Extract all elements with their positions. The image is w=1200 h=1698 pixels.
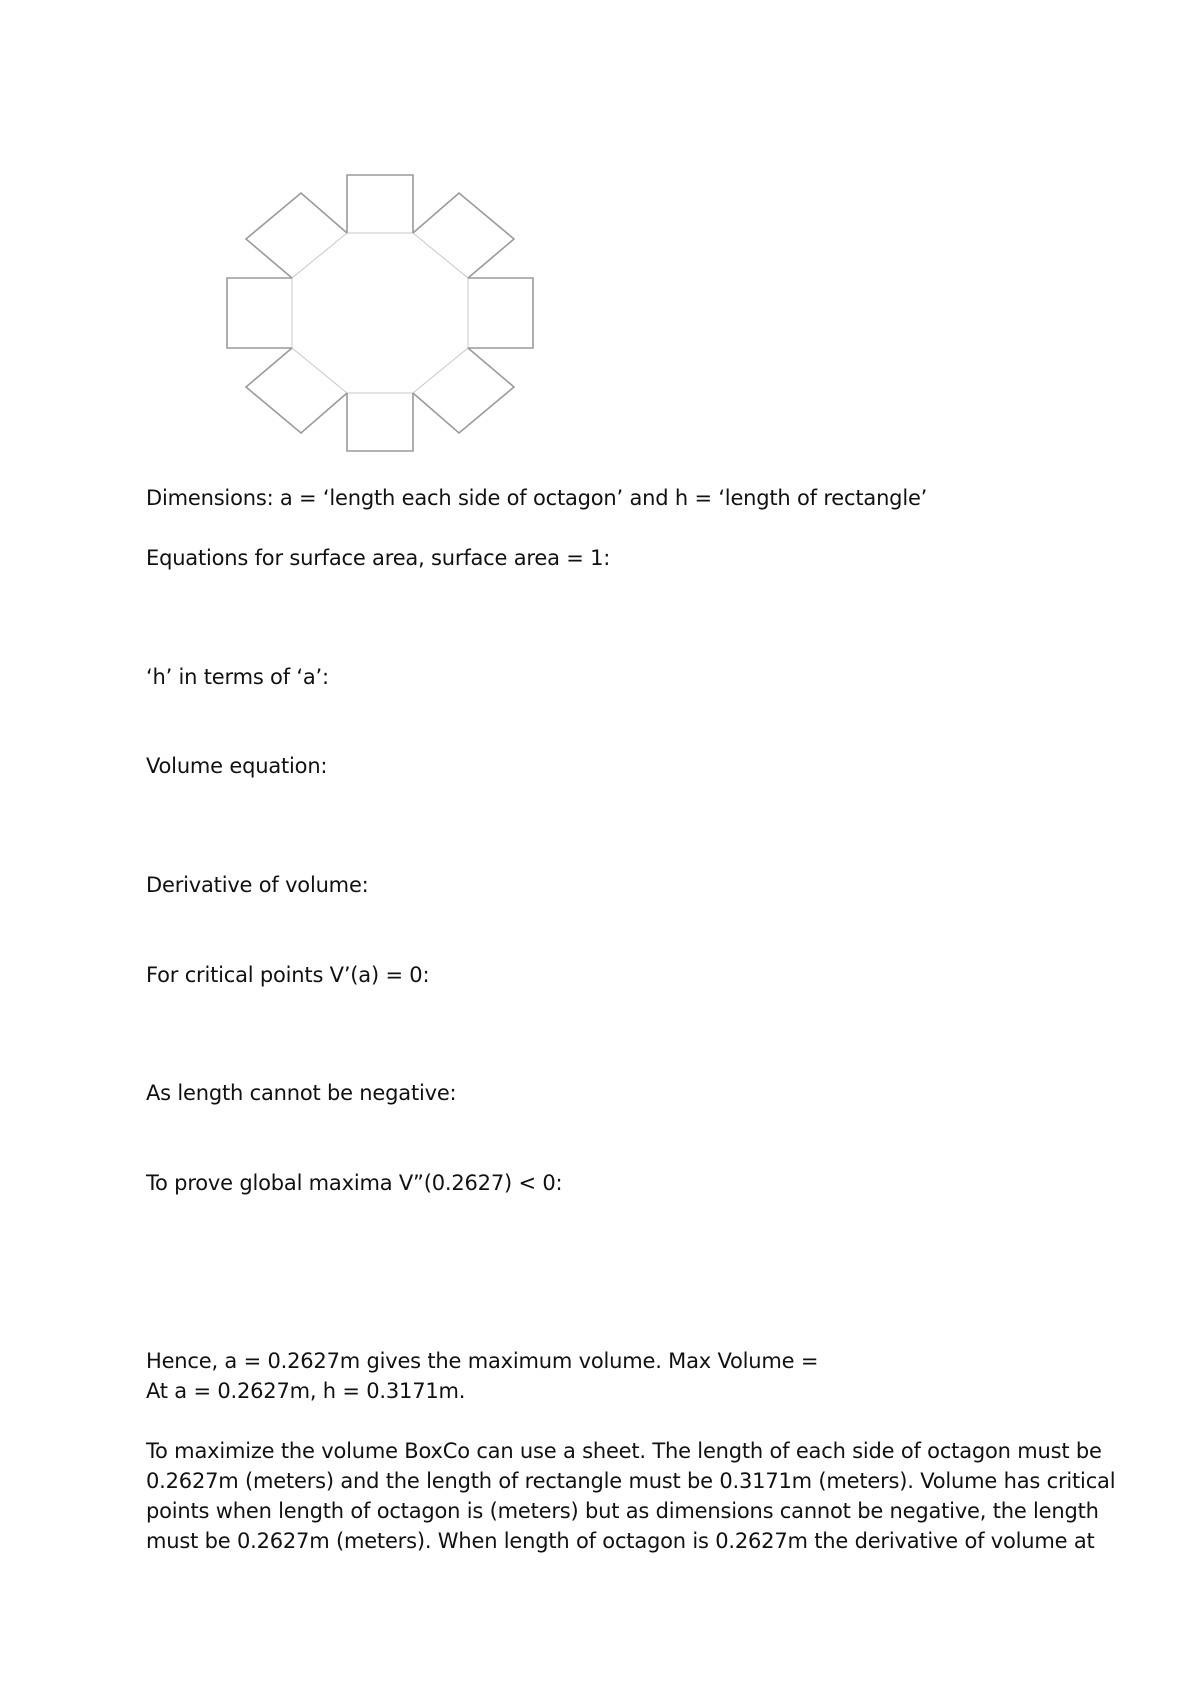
h-in-terms-heading: ‘h’ in terms of ‘a’:	[146, 665, 329, 689]
rect-bottom	[347, 393, 413, 451]
conclusion-line: To maximize the volume BoxCo can use a sheet. The length of each side of octagon must be	[146, 1439, 1102, 1463]
rect-bottom-right	[413, 348, 514, 433]
conclusion-line: points when length of octagon is (meters) but as dimensions cannot be negative, the length	[146, 1499, 1099, 1523]
surface-area-heading: Equations for surface area, surface area = 1:	[146, 546, 611, 570]
rect-top	[347, 175, 413, 233]
negative-length-heading: As length cannot be negative:	[146, 1081, 457, 1105]
critical-points-heading: For critical points V’(a) = 0:	[146, 963, 430, 987]
rect-right	[468, 278, 533, 348]
octagon-net-icon	[215, 165, 545, 455]
conclusion-paragraph	[146, 1436, 1116, 1556]
derivative-heading: Derivative of volume:	[146, 873, 369, 897]
conclusion-line: must be 0.2627m (meters). When length of octagon is 0.2627m the derivative of volume at	[146, 1529, 1095, 1553]
global-maxima-heading: To prove global maxima V”(0.2627) < 0:	[146, 1171, 563, 1195]
rect-top-right	[413, 193, 514, 278]
rect-top-left	[246, 193, 347, 278]
octagon-base	[292, 233, 468, 393]
rect-bottom-left	[246, 348, 347, 433]
volume-equation-heading: Volume equation:	[146, 754, 328, 778]
conclusion-line: 0.2627m (meters) and the length of rectangle must be 0.3171m (meters). Volume has critical	[146, 1469, 1116, 1493]
rect-left	[227, 278, 292, 348]
hence-text: Hence, a = 0.2627m gives the maximum volume. Max Volume =	[146, 1349, 819, 1373]
dimensions-text: Dimensions: a = ‘length each side of octagon’ and h = ‘length of rectangle’	[146, 486, 928, 510]
at-a-text: At a = 0.2627m, h = 0.3171m.	[146, 1379, 466, 1403]
